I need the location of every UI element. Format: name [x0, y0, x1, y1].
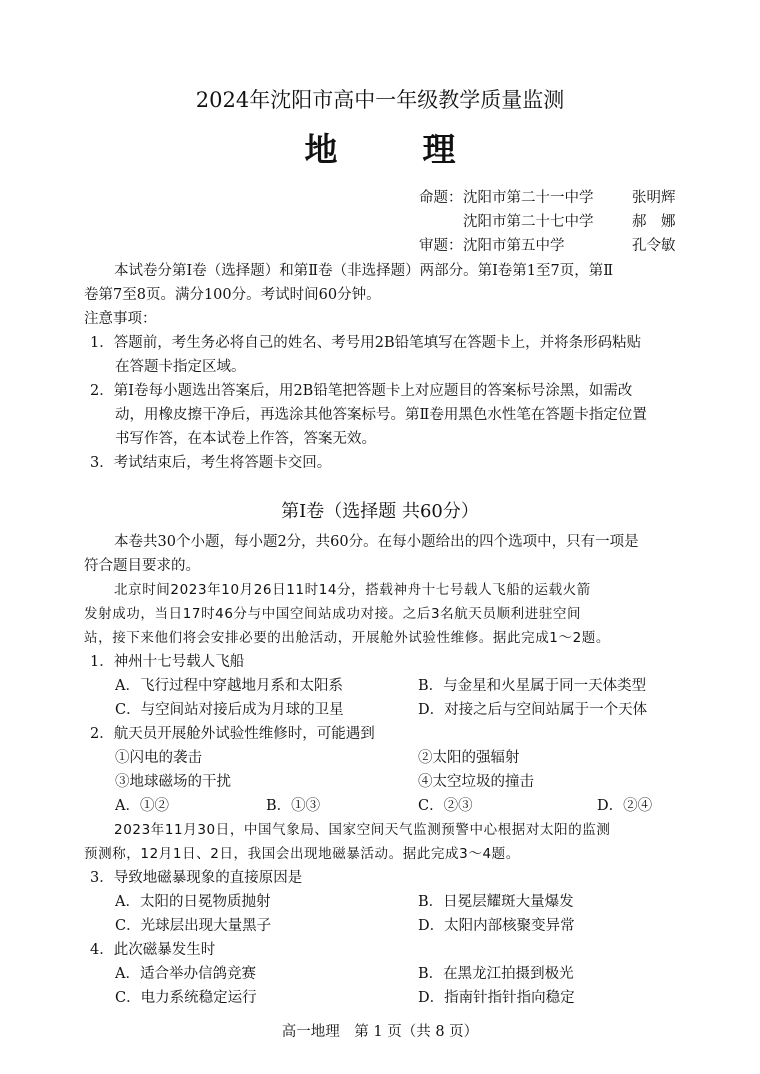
q3-option-a: A．太阳的日冕物质抛射 [115, 894, 271, 910]
setter-school-2: 沈阳市第二十七中学 [463, 214, 594, 230]
q3-option-c: C．光球层出现大量黑子 [115, 918, 272, 934]
notice-title: 注意事项： [84, 311, 157, 327]
passage1-line-1: 北京时间2023年10月26日11时14分，搭载神舟十七号载人飞船的运载火箭 [114, 582, 591, 598]
q3-stem: 3．导致地磁暴现象的直接原因是 [90, 870, 303, 886]
setter-name-1: 张明辉 [632, 190, 676, 206]
passage2-line-1: 2023年11月30日，中国气象局、国家空间天气监测预警中心根据对太阳的监测 [114, 822, 611, 838]
q2-item-2: ②太阳的强辐射 [418, 750, 520, 766]
q1-option-a: A．飞行过程中穿越地月系和太阳系 [115, 678, 343, 694]
notice-2b: 动，用橡皮擦干净后，再选涂其他答案标号。第Ⅱ卷用黑色水性笔在答题卡指定位置 [115, 407, 647, 423]
q4-option-a: A．适合举办信鸽竞赛 [115, 966, 256, 982]
intro-line-1: 本试卷分第Ⅰ卷（选择题）和第Ⅱ卷（非选择题）两部分。第Ⅰ卷第1至7页，第Ⅱ [114, 263, 614, 279]
q1-stem: 1．神州十七号载人飞船 [90, 654, 245, 670]
reviewer-label: 审题： [419, 238, 463, 254]
q2-option-a: A．①② [115, 798, 169, 814]
q3-option-b: B．日冕层耀斑大量爆发 [418, 894, 574, 910]
reviewer-school: 沈阳市第五中学 [463, 238, 565, 254]
q1-option-c: C．与空间站对接后成为月球的卫星 [115, 702, 344, 718]
intro-line-2: 卷第7至8页。满分100分。考试时间60分钟。 [84, 287, 381, 303]
q1-option-b: B．与金星和火星属于同一天体类型 [418, 678, 647, 694]
notice-3: 3．考试结束后，考生将答题卡交回。 [90, 455, 332, 471]
q3-option-d: D．太阳内部核聚变异常 [418, 918, 575, 934]
section-desc-1: 本卷共30个小题，每小题2分，共60分。在每小题给出的四个选项中，只有一项是 [114, 534, 639, 550]
q2-item-3: ③地球磁场的干扰 [115, 774, 231, 790]
setter-school-1: 沈阳市第二十一中学 [463, 190, 594, 206]
notice-2c: 书写作答，在本试卷上作答，答案无效。 [115, 431, 376, 447]
notice-1b: 在答题卡指定区域。 [115, 359, 246, 375]
notice-2a: 2．第Ⅰ卷每小题选出答案后，用2B铅笔把答题卡上对应题目的答案标号涂黑，如需改 [90, 383, 633, 399]
q2-option-c: C．②③ [418, 798, 473, 814]
q1-option-d: D．对接之后与空间站属于一个天体 [418, 702, 648, 718]
q2-stem: 2．航天员开展舱外试验性维修时，可能遇到 [90, 726, 375, 742]
q4-option-d: D．指南针指针指向稳定 [418, 990, 575, 1006]
passage1-line-2: 发射成功，当日17时46分与中国空间站成功对接。之后3名航天员顺利进驻空间 [84, 606, 582, 622]
q2-option-b: B．①③ [266, 798, 321, 814]
section-desc-2: 符合题目要求的。 [84, 558, 200, 574]
page-footer: 高一地理 第 1 页（共 8 页） [281, 1024, 479, 1040]
reviewer-name: 孔令敏 [632, 238, 676, 254]
notice-1a: 1．答题前，考生务必将自己的姓名、考号用2B铅笔填写在答题卡上，并将条形码粘贴 [90, 335, 642, 351]
subject-title: 地 理 [304, 130, 482, 169]
exam-title: 2024年沈阳市高中一年级教学质量监测 [195, 88, 565, 112]
section-title: 第Ⅰ卷（选择题 共60分） [281, 501, 479, 522]
q2-option-d: D．②④ [597, 798, 653, 814]
q2-item-1: ①闪电的袭击 [115, 750, 202, 766]
setter-name-2: 郝 娜 [632, 214, 676, 230]
passage1-line-3: 站，接下来他们将会安排必要的出舱活动，开展舱外试验性维修。据此完成1～2题。 [84, 630, 610, 646]
q4-option-b: B．在黑龙江拍摄到极光 [418, 966, 574, 982]
setter-label: 命题： [419, 190, 463, 206]
q4-stem: 4．此次磁暴发生时 [90, 942, 216, 958]
q2-item-4: ④太空垃圾的撞击 [418, 774, 534, 790]
q4-option-c: C．电力系统稳定运行 [115, 990, 257, 1006]
passage2-line-2: 预测称，12月1日、2日，我国会出现地磁暴活动。据此完成3～4题。 [84, 846, 520, 862]
